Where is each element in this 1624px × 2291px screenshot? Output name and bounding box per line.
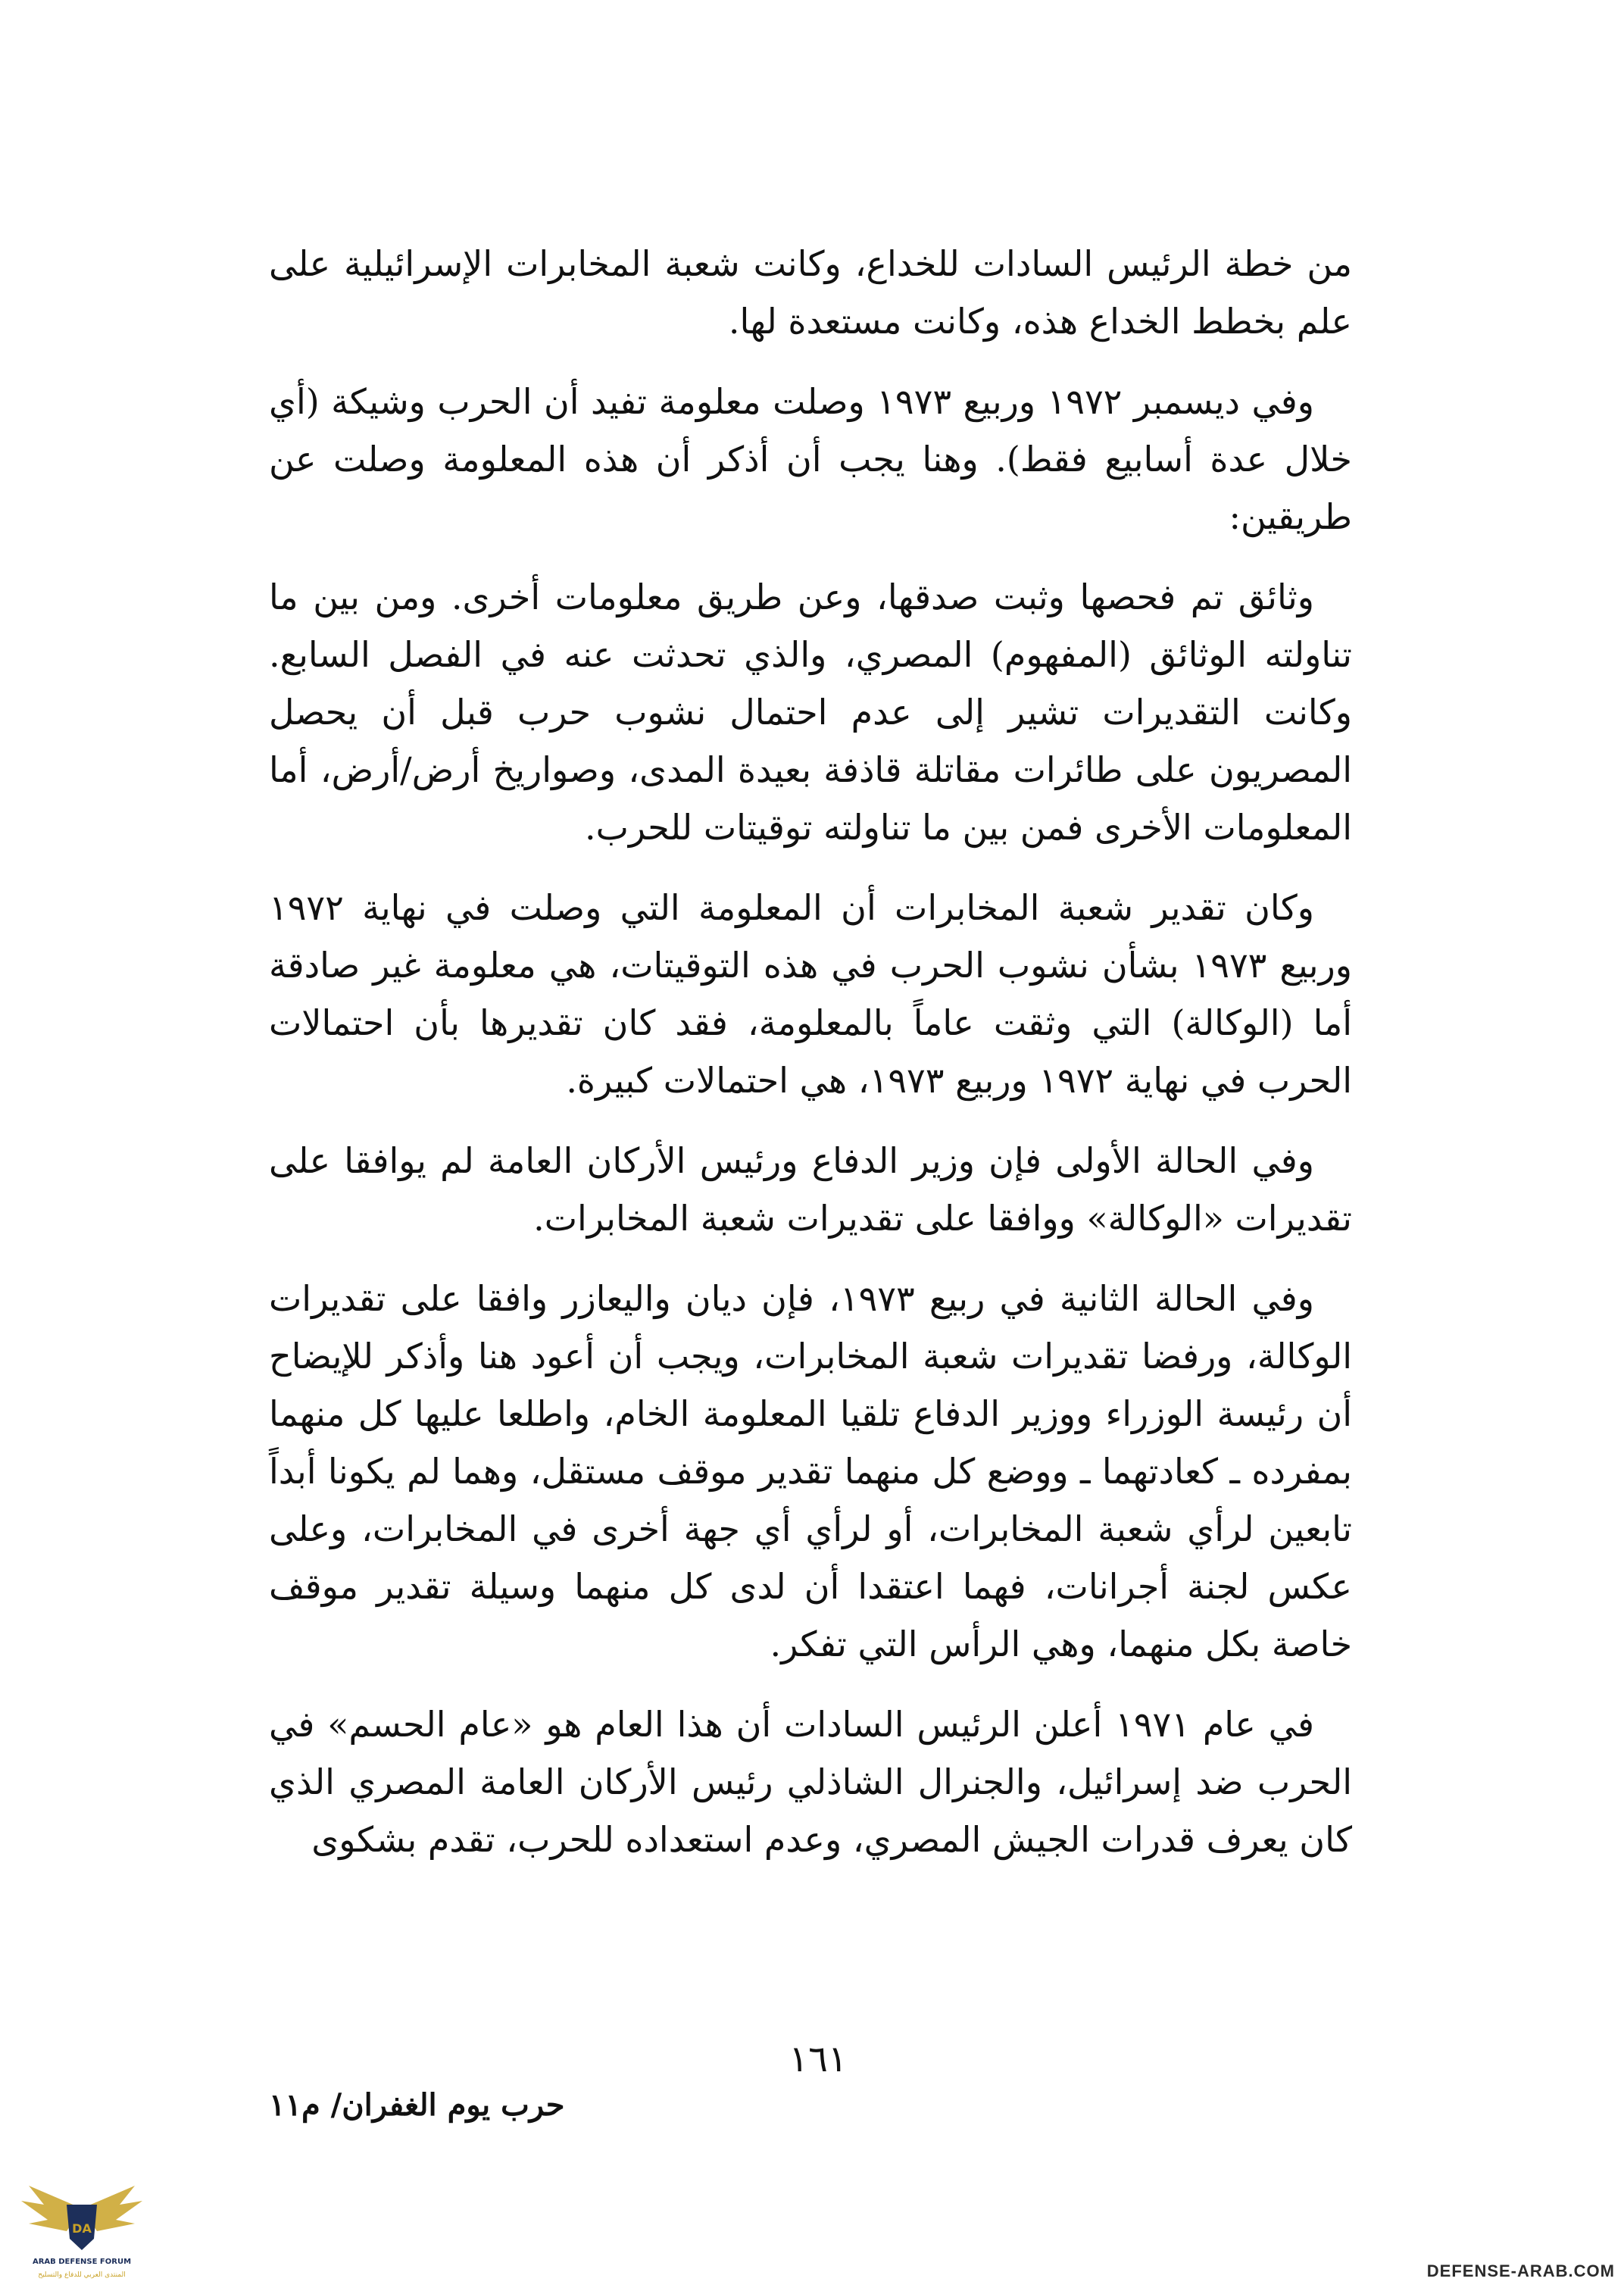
paragraph-1: من خطة الرئيس السادات للخداع، وكانت شعبة المخابرات الإسرائيلية على علم بخطط الخداع هذه، وكانت مستعدة لها. bbox=[269, 243, 1352, 342]
site-url-watermark: DEFENSE-ARAB.COM bbox=[1426, 2261, 1615, 2280]
paragraph-5: وفي الحالة الأولى فإن وزير الدفاع ورئيس الأركان العامة لم يوافقا على تقديرات «الوكالة» ووافقا على تقديرات شعبة المخابرات. bbox=[269, 1140, 1352, 1239]
paragraph-6: وفي الحالة الثانية في ربيع ١٩٧٣، فإن ديان واليعازر وافقا على تقديرات الوكالة، ورفضا تقديرات شعبة المخابرات، ويجب أن أعود هنا وأذكر للإيضاح أن رئيسة الوزراء ووزير الدفاع تلقيا المعلومة الخام، واطلعا عليها كل منهما بمفرده ـ كعادتهما ـ ووضع كل منهما تقدير موقف مستقل، وهما لم يكونا أبداً تابعين لرأي شعبة المخابرات، أو لرأي أي جهة أخرى في المخابرات، وعلى عكس لجنة أجرانات، فهما اعتقدا أن لدى كل منهما وسيلة تقدير موقف خاصة بكل منهما، وهي الرأس التي تفكر. bbox=[269, 1278, 1352, 1664]
page-body bbox=[269, 235, 1352, 1891]
running-footer: حرب يوم الغفران/ م١١ bbox=[269, 2087, 565, 2123]
logo-name: ARAB DEFENSE FORUM bbox=[32, 2258, 132, 2266]
forum-logo bbox=[14, 2163, 150, 2284]
paragraph-3: وثائق تم فحصها وثبت صدقها، وعن طريق معلومات أخرى. ومن بين ما تناولته الوثائق (المفهوم) المصري، والذي تحدثت عنه في الفصل السابع. وكانت التقديرات تشير إلى عدم احتمال نشوب حرب قبل أن يحصل المصريون على طائرات مقاتلة قاذفة بعيدة المدى، وصواريخ أرض/أرض، أما المعلومات الأخرى فمن بين ما تناولته توقيتات للحرب. bbox=[269, 577, 1353, 848]
logo-initials: DA bbox=[72, 2221, 92, 2236]
paragraph-2: وفي ديسمبر ١٩٧٢ وربيع ١٩٧٣ وصلت معلومة تفيد أن الحرب وشيكة (أي خلال عدة أسابيع فقط). وهنا يجب أن أذكر أن هذه المعلومة وصلت عن طريقين: bbox=[269, 381, 1352, 537]
paragraph-4: وكان تقدير شعبة المخابرات أن المعلومة التي وصلت في نهاية ١٩٧٢ وربيع ١٩٧٣ بشأن نشوب الحرب في هذه التوقيتات، هي معلومة غير صادقة أما (الوكالة) التي وثقت عاماً بالمعلومة، فقد كان تقديرها بأن احتمالات الحرب في نهاية ١٩٧٢ وربيع ١٩٧٣، هي احتمالات كبيرة. bbox=[269, 887, 1352, 1101]
page-number: ١٦١ bbox=[789, 2038, 848, 2080]
paragraph-7: في عام ١٩٧١ أعلن الرئيس السادات أن هذا العام هو «عام الحسم» في الحرب ضد إسرائيل، والجنرال الشاذلي رئيس الأركان العامة المصري الذي كان يعرف قدرات الجيش المصري، وعدم استعداده للحرب، تقدم بشكوى bbox=[269, 1704, 1352, 1860]
logo-arabic-name: المنتدى العربي للدفاع والتسليح bbox=[38, 2271, 126, 2279]
forum-logo-icon bbox=[14, 2163, 150, 2284]
